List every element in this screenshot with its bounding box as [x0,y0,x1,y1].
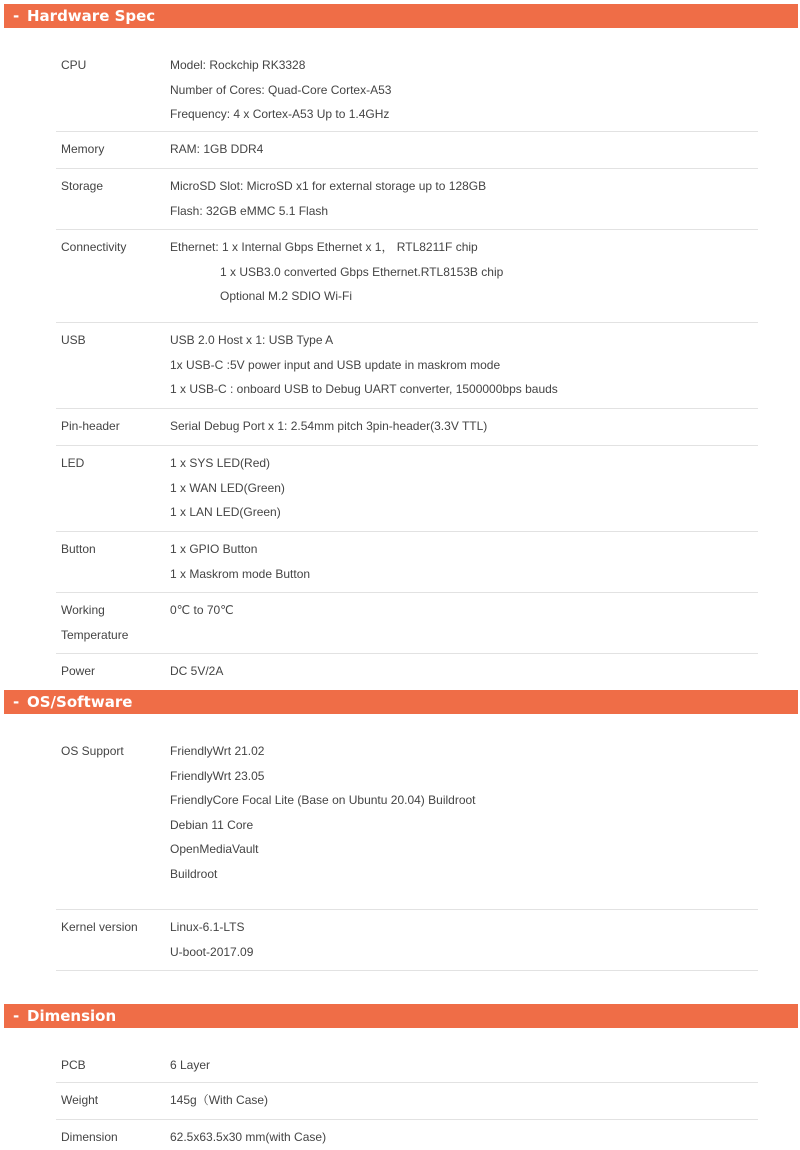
spec-values [170,654,223,684]
spec-value: FriendlyWrt 21.02 [170,744,265,758]
spec-value: Flash: 32GB eMMC 5.1 Flash [170,203,329,218]
dimension-table [56,1052,758,1146]
spec-value: Model: Rockchip RK3328 [170,58,306,72]
spec-value: USB 2.0 Host x 1: USB Type A [170,333,334,347]
spec-value: Serial Debug Port x 1: 2.54mm pitch 3pin-header(3.3V TTL) [170,419,488,433]
spec-value: 1 x LAN LED(Green) [170,505,281,519]
section-title: OS/Software [27,693,133,711]
spec-label: Kernel version [61,920,138,934]
spec-values [170,132,263,162]
spec-label: LED [61,456,85,470]
spec-value: Number of Cores: Quad-Core Cortex-A53 [170,82,392,97]
spec-value: 145g（With Case) [170,1093,269,1107]
spec-value: OpenMediaVault [170,842,259,856]
spec-row-usb [56,323,758,409]
spec-label: OS Support [61,744,124,758]
spec-value: DC 5V/2A [170,664,224,678]
spec-values [170,910,253,964]
spec-row-led [56,446,758,532]
spec-row-weight [56,1083,758,1120]
spec-value: 0℃ to 70℃ [170,603,234,617]
spec-value: 6 Layer [170,1058,211,1072]
spec-value: MicroSD Slot: MicroSD x1 for external storage up to 128GB [170,179,487,193]
spec-label: Storage [61,179,104,193]
spec-value: FriendlyCore Focal Lite (Base on Ubuntu 20.04) Buildroot [170,793,476,807]
collapse-toggle-icon[interactable]: - [13,693,20,711]
spec-label: CPU [61,58,87,72]
spec-values [170,169,486,223]
spec-label: PCB [61,1058,86,1072]
spec-row-os-support [56,738,758,910]
spec-label: Power [61,664,96,678]
section-header-os-software[interactable] [4,690,798,714]
spec-values [170,446,285,525]
spec-value: 1 x Maskrom mode Button [170,566,311,581]
spec-value: 1 x WAN LED(Green) [170,480,285,495]
section-header-dimension[interactable] [4,1004,798,1028]
spec-row-pcb [56,1052,758,1083]
spec-value: Ethernet: 1 x Internal Gbps Ethernet x 1， RTL8211F chip [170,240,478,254]
spec-value: 62.5x63.5x30 mm(with Case) [170,1130,327,1144]
spec-value: 1 x USB-C : onboard USB to Debug UART converter, 1500000bps bauds [170,382,558,396]
spec-row-working-temperature [56,593,758,654]
spec-label: Working Temperature [61,603,129,642]
spec-label: Pin-header [61,419,120,433]
spec-values [170,230,503,309]
spec-row-button [56,532,758,593]
spec-values [170,738,476,886]
section-title: Dimension [27,1007,117,1025]
spec-values [170,1083,268,1113]
spec-row-pin-header [56,409,758,446]
spec-value: Debian 11 Core [170,817,254,832]
spec-label: Memory [61,142,105,156]
spec-value: 1 x GPIO Button [170,542,258,556]
spec-row-power [56,654,758,688]
spec-row-cpu [56,52,758,132]
spec-values [170,323,558,402]
spec-value: 1 x SYS LED(Red) [170,456,271,470]
spec-value: FriendlyWrt 23.05 [170,768,265,783]
spec-value: 1 x USB3.0 converted Gbps Ethernet.RTL8153B chip [220,264,504,279]
spec-value: 1x USB-C :5V power input and USB update in maskrom mode [170,357,501,372]
spec-value: Linux-6.1-LTS [170,920,245,934]
spec-value: Frequency: 4 x Cortex-A53 Up to 1.4GHz [170,107,390,121]
spec-label: Weight [61,1093,99,1107]
collapse-toggle-icon[interactable]: - [13,7,20,25]
spec-values [170,1120,326,1150]
spec-values [170,52,391,127]
spec-label: USB [61,333,86,347]
spec-row-kernel-version [56,910,758,971]
spec-value: Buildroot [170,866,218,881]
section-header-hardware-spec[interactable] [4,4,798,28]
spec-row-connectivity [56,230,758,323]
spec-label: Button [61,542,96,556]
hardware-spec-table [56,52,758,688]
collapse-toggle-icon[interactable]: - [13,1007,20,1025]
spec-values [170,593,234,623]
spec-label: Dimension [61,1130,118,1144]
section-title: Hardware Spec [27,7,156,25]
spec-row-dimension [56,1120,758,1146]
os-software-table [56,738,758,971]
spec-value: Optional M.2 SDIO Wi-Fi [220,289,353,303]
spec-row-memory [56,132,758,169]
spec-row-storage [56,169,758,230]
spec-values [170,532,310,586]
spec-values [170,409,487,439]
spec-values [170,1052,210,1078]
spec-label: Connectivity [61,240,127,254]
spec-value: U-boot-2017.09 [170,944,254,959]
spec-value: RAM: 1GB DDR4 [170,142,264,156]
